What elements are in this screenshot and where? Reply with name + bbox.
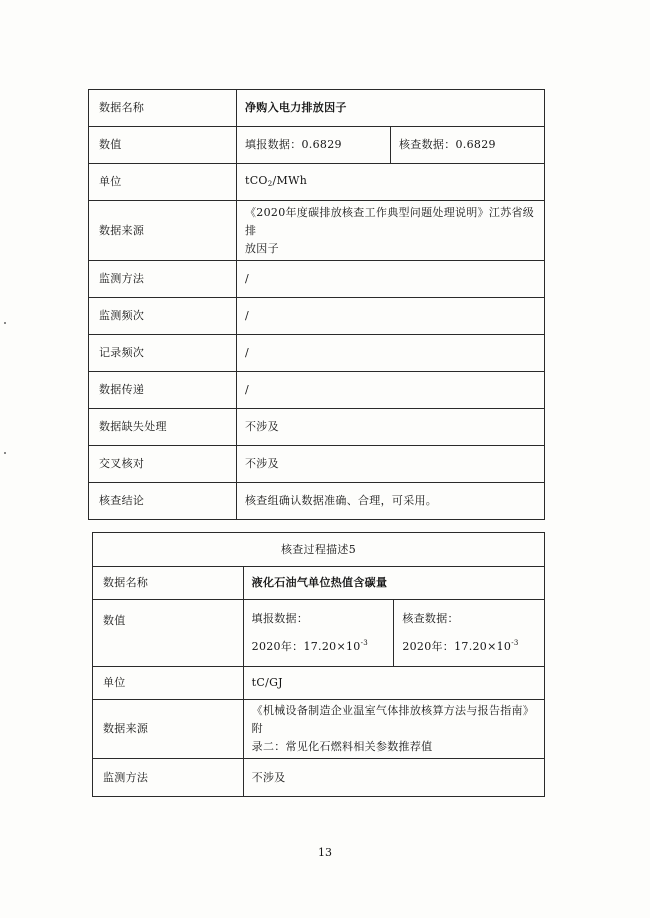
row-label: 数据名称 bbox=[93, 567, 244, 600]
verified-value: 核查数据： 2020年：$17.20\times 10^{-3}$ bbox=[394, 600, 545, 667]
verification-table-1 bbox=[88, 89, 545, 520]
missing-data-value: 不涉及 bbox=[237, 409, 545, 446]
unit-value: tC/GJ bbox=[243, 667, 544, 700]
row-label: 数据名称 bbox=[89, 90, 237, 127]
monitoring-frequency-value: / bbox=[237, 298, 545, 335]
row-label: 数值 bbox=[93, 600, 244, 667]
unit-value: tCO$_2$/MWh bbox=[237, 164, 545, 201]
page-number: 13 bbox=[318, 846, 332, 859]
data-name-value: 液化石油气单位热值含碳量 bbox=[243, 567, 544, 600]
monitoring-method-value: / bbox=[237, 261, 545, 298]
verification-table-2 bbox=[92, 532, 545, 797]
verified-value: 核查数据：0.6829 bbox=[391, 127, 545, 164]
row-label: 数据传递 bbox=[89, 372, 237, 409]
row-label: 监测方法 bbox=[89, 261, 237, 298]
data-transfer-value: / bbox=[237, 372, 545, 409]
reported-value: 填报数据：0.6829 bbox=[237, 127, 391, 164]
monitoring-method-value: 不涉及 bbox=[243, 759, 544, 797]
row-label: 监测频次 bbox=[89, 298, 237, 335]
data-source-value: 《2020年度碳排放核查工作典型问题处理说明》江苏省级排 放因子 bbox=[237, 201, 545, 261]
row-label: 单位 bbox=[89, 164, 237, 201]
table-title: 核查过程描述5 bbox=[93, 533, 545, 567]
data-source-value: 《机械设备制造企业温室气体排放核算方法与报告指南》附 录二：常见化石燃料相关参数推荐值 bbox=[243, 700, 544, 759]
cross-check-value: 不涉及 bbox=[237, 446, 545, 483]
reported-value: 填报数据： 2020年：$17.20\times 10^{-3}$ bbox=[243, 600, 394, 667]
row-label: 单位 bbox=[93, 667, 244, 700]
row-label: 数据来源 bbox=[89, 201, 237, 261]
scan-mark bbox=[4, 452, 6, 454]
row-label: 数据缺失处理 bbox=[89, 409, 237, 446]
conclusion-value: 核查组确认数据准确、合理，可采用。 bbox=[237, 483, 545, 520]
row-label: 记录频次 bbox=[89, 335, 237, 372]
row-label: 数据来源 bbox=[93, 700, 244, 759]
recording-frequency-value: / bbox=[237, 335, 545, 372]
row-label: 交叉核对 bbox=[89, 446, 237, 483]
row-label: 核查结论 bbox=[89, 483, 237, 520]
data-name-value: 净购入电力排放因子 bbox=[237, 90, 545, 127]
scan-mark bbox=[4, 322, 6, 324]
row-label: 数值 bbox=[89, 127, 237, 164]
row-label: 监测方法 bbox=[93, 759, 244, 797]
